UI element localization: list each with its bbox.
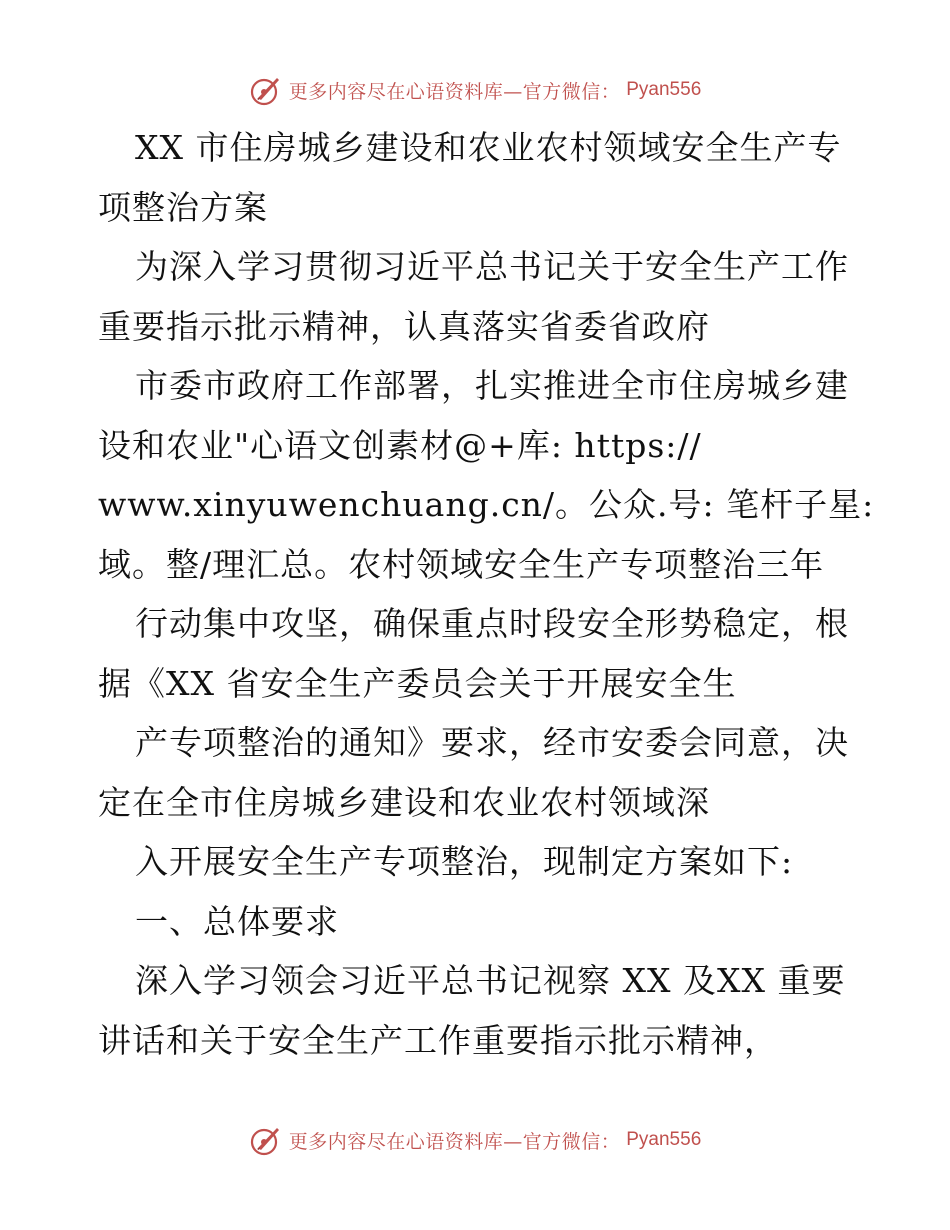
header-banner-id: Pyan556 xyxy=(626,79,702,100)
footer-banner xyxy=(0,1120,950,1160)
footer-banner-text: 更多内容尽在心语资料库—官方微信： xyxy=(288,1130,621,1153)
paragraph-line: 行动集中攻坚，确保重点时段安全形势稳定，根 xyxy=(135,604,849,643)
document-body xyxy=(98,118,875,1070)
title-line-2: 项整治方案 xyxy=(98,187,268,227)
paragraph-line: 市委市政府工作部署，扎实推进全市住房城乡建 xyxy=(135,366,849,405)
quill-logo-icon xyxy=(249,73,283,107)
title-line-1: XX 市住房城乡建设和农业农村领域安全生产专 xyxy=(135,128,842,167)
header-banner-text: 更多内容尽在心语资料库—官方微信： xyxy=(288,80,621,103)
paragraph-line: 深入学习领会习近平总书记视察 XX 及XX 重要 xyxy=(135,961,846,1000)
section-heading: 一、总体要求 xyxy=(135,901,339,941)
quill-logo-icon xyxy=(249,1123,283,1157)
paragraph-line: 定在全市住房城乡建设和农业农村领域深 xyxy=(98,782,710,822)
paragraph-line: 域。整/理汇总。农村领域安全生产专项整治三年 xyxy=(98,544,825,584)
paragraph-line: www.xinyuwenchuang.cn/。公众.号: 笔杆子星: xyxy=(98,485,875,524)
paragraph-line: 入开展安全生产专项整治，现制定方案如下: xyxy=(135,842,794,881)
paragraph-line: 重要指示批示精神，认真落实省委省政府 xyxy=(98,306,710,346)
header-banner xyxy=(0,70,950,110)
paragraph-line: 据《XX 省安全生产委员会关于开展安全生 xyxy=(98,663,737,703)
paragraph-line: 讲话和关于安全生产工作重要指示批示精神， xyxy=(98,1020,778,1060)
paragraph-line: 设和农业"心语文创素材@+库: https:// xyxy=(98,425,702,465)
footer-banner-id: Pyan556 xyxy=(626,1129,702,1150)
paragraph-line: 产专项整治的通知》要求，经市安委会同意，决 xyxy=(135,723,849,762)
paragraph-line: 为深入学习贯彻习近平总书记关于安全生产工作 xyxy=(135,247,849,286)
